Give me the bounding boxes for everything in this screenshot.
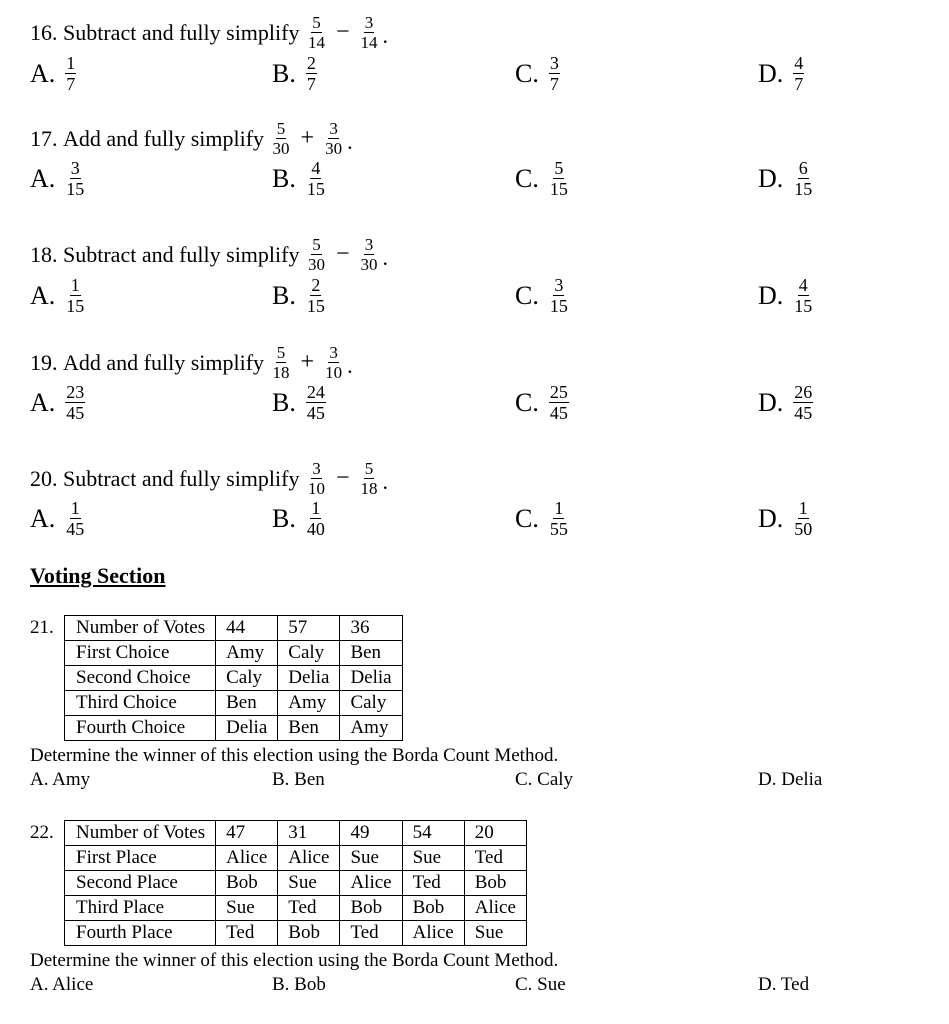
choice-22-c[interactable]: C. Sue — [515, 974, 566, 995]
table-cell: Delia — [340, 666, 402, 691]
table-cell: Sue — [278, 871, 340, 896]
choice-22-b[interactable]: B. Bob — [272, 974, 326, 995]
choice-20-d[interactable]: D. $\frac{1}{50}$ — [758, 498, 813, 539]
question-21-prompt: Determine the winner of this election using the Borda Count Method. — [30, 745, 559, 766]
operator: + — [300, 125, 315, 151]
choice-17-d[interactable]: D. $\frac{6}{15}$ — [758, 158, 813, 199]
choice-16-b[interactable]: B. $\frac{2}{7}$ — [272, 53, 316, 94]
table-cell: Delia — [278, 666, 340, 691]
table-cell: Sue — [340, 846, 402, 871]
preference-table-21 — [64, 615, 403, 741]
choice-18-d[interactable]: D. $\frac{4}{15}$ — [758, 275, 813, 316]
table-cell: Sue — [216, 896, 278, 921]
question-22-number: 22. — [30, 822, 54, 843]
choice-16-d[interactable]: D. $\frac{4}{7}$ — [758, 53, 804, 94]
table-cell: Amy — [278, 691, 340, 716]
choice-22-d[interactable]: D. Ted — [758, 974, 810, 995]
table-cell: Sue — [402, 846, 464, 871]
question-prompt: Add and fully simplify — [63, 349, 265, 375]
row-label: Second Choice — [65, 666, 216, 691]
choice-16-c[interactable]: C. $\frac{3}{7}$ — [515, 53, 559, 94]
row-label: Second Place — [65, 871, 216, 896]
row-label: First Choice — [65, 641, 216, 666]
fraction-right: $\frac{3}{10}$ — [325, 343, 343, 382]
table-cell: Alice — [402, 921, 464, 946]
question-18-stem: 18. Subtract and fully simplify $\frac{5}{30}$ − $\frac{3}{30}$ . — [30, 235, 389, 274]
choice-22-a[interactable]: A. Alice — [30, 974, 94, 995]
table-cell: 20 — [464, 821, 526, 846]
fraction-left: $\frac{5}{18}$ — [272, 343, 290, 382]
table-row — [65, 846, 527, 871]
question-number: 16. — [30, 19, 58, 45]
question-19-stem: 19. Add and fully simplify $\frac{5}{18}$ + $\frac{3}{10}$ . — [30, 343, 353, 382]
question-prompt: Add and fully simplify — [63, 125, 265, 151]
question-17-stem: 17. Add and fully simplify $\frac{5}{30}$ + $\frac{3}{30}$ . — [30, 119, 353, 158]
table-cell: Bob — [464, 871, 526, 896]
operator: − — [335, 465, 350, 491]
table-row — [65, 716, 403, 741]
choice-21-c[interactable]: C. Caly — [515, 769, 574, 790]
row-label: First Place — [65, 846, 216, 871]
table-cell: 49 — [340, 821, 402, 846]
table-row — [65, 691, 403, 716]
choice-20-b[interactable]: B. $\frac{1}{40}$ — [272, 498, 325, 539]
operator: − — [335, 19, 350, 45]
choice-17-a[interactable]: A. $\frac{3}{15}$ — [30, 158, 85, 199]
table-cell: Delia — [216, 716, 278, 741]
table-cell: Ted — [216, 921, 278, 946]
table-cell: Ben — [340, 641, 402, 666]
row-label: Number of Votes — [65, 616, 216, 641]
table-cell: Bob — [278, 921, 340, 946]
choice-20-c[interactable]: C. $\frac{1}{55}$ — [515, 498, 568, 539]
fraction-right: $\frac{3}{14}$ — [360, 13, 378, 52]
table-cell: Ted — [402, 871, 464, 896]
table-row — [65, 641, 403, 666]
row-label: Fourth Place — [65, 921, 216, 946]
section-title: Voting Section — [30, 563, 166, 588]
choice-19-d[interactable]: D. $\frac{26}{45}$ — [758, 382, 813, 423]
fraction-right: $\frac{3}{30}$ — [360, 235, 378, 274]
table-row — [65, 896, 527, 921]
choice-21-b[interactable]: B. Ben — [272, 769, 325, 790]
table-cell: Bob — [340, 896, 402, 921]
choice-17-b[interactable]: B. $\frac{4}{15}$ — [272, 158, 325, 199]
choice-19-b[interactable]: B. $\frac{24}{45}$ — [272, 382, 325, 423]
table-cell: 47 — [216, 821, 278, 846]
table-cell: Caly — [278, 641, 340, 666]
choice-21-d[interactable]: D. Delia — [758, 769, 823, 790]
choice-16-a[interactable]: A. $\frac{1}{7}$ — [30, 53, 76, 94]
question-prompt: Subtract and fully simplify — [63, 241, 300, 267]
table-cell: Alice — [278, 846, 340, 871]
fraction-right: $\frac{5}{18}$ — [360, 459, 378, 498]
question-number: 19. — [30, 349, 58, 375]
table-row — [65, 616, 403, 641]
question-22-prompt: Determine the winner of this election using the Borda Count Method. — [30, 950, 559, 971]
row-label: Fourth Choice — [65, 716, 216, 741]
row-label: Number of Votes — [65, 821, 216, 846]
table-cell: Alice — [340, 871, 402, 896]
question-21-number: 21. — [30, 617, 54, 638]
table-cell: Ben — [216, 691, 278, 716]
question-16-stem: 16. Subtract and fully simplify $\frac{5}{14}$ − $\frac{3}{14}$ . — [30, 13, 389, 52]
choice-19-a[interactable]: A. $\frac{23}{45}$ — [30, 382, 85, 423]
question-number: 20. — [30, 465, 58, 491]
preference-table-22 — [64, 820, 527, 946]
table-row — [65, 871, 527, 896]
question-prompt: Subtract and fully simplify — [63, 19, 300, 45]
table-cell: 31 — [278, 821, 340, 846]
choice-19-c[interactable]: C. $\frac{25}{45}$ — [515, 382, 568, 423]
choice-18-a[interactable]: A. $\frac{1}{15}$ — [30, 275, 85, 316]
table-cell: Ted — [464, 846, 526, 871]
table-cell: Bob — [216, 871, 278, 896]
operator: + — [300, 349, 315, 375]
fraction-left: $\frac{5}{30}$ — [272, 119, 290, 158]
fraction-left: $\frac{3}{10}$ — [307, 459, 325, 498]
table-row — [65, 821, 527, 846]
fraction-right: $\frac{3}{30}$ — [325, 119, 343, 158]
fraction-left: $\frac{5}{30}$ — [307, 235, 325, 274]
fraction-left: $\frac{5}{14}$ — [307, 13, 325, 52]
table-cell: Ted — [278, 896, 340, 921]
table-cell: Amy — [340, 716, 402, 741]
row-label: Third Place — [65, 896, 216, 921]
choice-20-a[interactable]: A. $\frac{1}{45}$ — [30, 498, 85, 539]
choice-18-c[interactable]: C. $\frac{3}{15}$ — [515, 275, 568, 316]
table-cell: Caly — [340, 691, 402, 716]
choice-21-a[interactable]: A. Amy — [30, 769, 91, 790]
table-cell: Ted — [340, 921, 402, 946]
choice-17-c[interactable]: C. $\frac{5}{15}$ — [515, 158, 568, 199]
table-cell: 54 — [402, 821, 464, 846]
table-row — [65, 666, 403, 691]
question-number: 17. — [30, 125, 58, 151]
table-cell: Alice — [216, 846, 278, 871]
table-cell: 36 — [340, 616, 402, 641]
question-number: 18. — [30, 241, 58, 267]
choice-18-b[interactable]: B. $\frac{2}{15}$ — [272, 275, 325, 316]
table-cell: Bob — [402, 896, 464, 921]
table-cell: Ben — [278, 716, 340, 741]
table-cell: Caly — [216, 666, 278, 691]
table-cell: 44 — [216, 616, 278, 641]
table-cell: 57 — [278, 616, 340, 641]
table-cell: Sue — [464, 921, 526, 946]
operator: − — [335, 241, 350, 267]
question-prompt: Subtract and fully simplify — [63, 465, 300, 491]
question-20-stem: 20. Subtract and fully simplify $\frac{3}{10}$ − $\frac{5}{18}$ . — [30, 459, 389, 498]
table-cell: Alice — [464, 896, 526, 921]
table-row — [65, 921, 527, 946]
table-cell: Amy — [216, 641, 278, 666]
row-label: Third Choice — [65, 691, 216, 716]
